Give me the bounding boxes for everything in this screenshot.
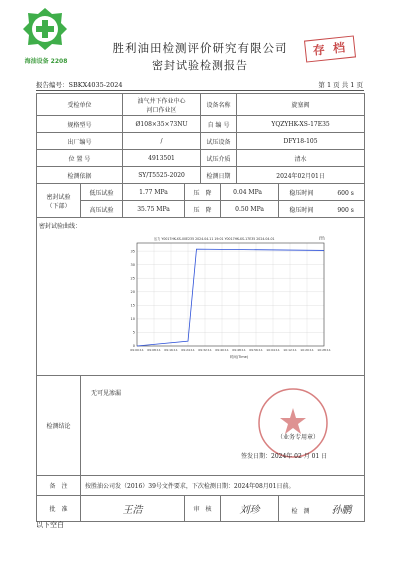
test-signature: 孙鹏 <box>331 505 352 516</box>
y-tick-label: 5 <box>132 330 135 335</box>
field-label: 设备名称 <box>201 94 237 116</box>
field-label: 出厂编号 <box>37 133 123 150</box>
x-tick-label: 10:28:11 <box>317 348 331 352</box>
field-value: 清水 <box>237 150 365 167</box>
x-tick-label: 09:08:11 <box>147 348 161 352</box>
field-value: 4913501 <box>123 150 201 167</box>
field-value: 油气井下作业中心 河口作业区 <box>123 94 201 116</box>
plot-frame <box>137 243 324 346</box>
field-value: YQZYHK-XS-17E35 <box>237 116 365 133</box>
field-value: / <box>123 133 201 150</box>
chart-mark-icon: m <box>319 235 325 242</box>
field-value: 2024年02月01日 <box>237 167 365 184</box>
page-info: 第 1 页 共 1 页 <box>318 81 363 89</box>
pressure-series-line <box>137 249 324 346</box>
report-title: 密封试验检测报告 <box>152 59 248 72</box>
field-label: 试压设备 <box>201 133 237 150</box>
test-name: 高压试验 <box>81 201 123 218</box>
remarks-label: 备 注 <box>37 476 81 496</box>
x-tick-label: 09:56:11 <box>249 348 263 352</box>
logo-text: 海油设备 2208 <box>24 58 68 65</box>
y-tick-label: 30 <box>130 262 135 267</box>
hold-time: 稳压时间 600 s <box>279 184 365 201</box>
archive-stamp: 存 档 <box>304 35 356 62</box>
conclusion-row <box>37 376 365 476</box>
x-tick-label: 10:20:11 <box>300 348 314 352</box>
field-label: 检测日期 <box>201 167 237 184</box>
field-label: 规格型号 <box>37 116 123 133</box>
seal-caption: （业务专用章） <box>277 434 320 441</box>
conclusion-label: 检测结论 <box>37 376 81 476</box>
field-label: 检测依据 <box>37 167 123 184</box>
field-label: 试压介质 <box>201 150 237 167</box>
info-row <box>37 94 365 116</box>
test-sign-cell <box>279 496 365 522</box>
x-tick-label: 09:16:11 <box>164 348 178 352</box>
y-tick-label: 10 <box>130 317 135 322</box>
y-tick-label: 25 <box>130 276 135 281</box>
info-row <box>37 116 365 133</box>
field-label: 自 编 号 <box>201 116 237 133</box>
info-row <box>37 167 365 184</box>
x-tick-label: 09:24:11 <box>181 348 195 352</box>
x-tick-label: 09:00:11 <box>130 348 144 352</box>
approve-label: 批 准 <box>37 496 81 522</box>
high-pressure-row <box>37 201 365 218</box>
info-row <box>37 150 365 167</box>
conclusion-text: 无可见渗漏 <box>91 390 122 397</box>
organization-name: 胜利油田检测评价研究有限公司 <box>112 41 288 55</box>
field-value: DFY18-105 <box>237 133 365 150</box>
x-axis-label: 时间(Time) <box>229 355 249 359</box>
drop-label: 压 降 <box>185 201 221 218</box>
chart-header: 压力 Y0017HK-XS-00E235 2024.04.11 19:01 Y0017HK-XS-17E35 2024.04.01 <box>154 237 275 241</box>
drop-value: 0.50 MPa <box>221 201 279 218</box>
y-tick-label: 35 <box>130 249 135 254</box>
test-pressure: 1.77 MPa <box>123 184 185 201</box>
field-value: Ø108×35×73NU <box>123 116 201 133</box>
curve-label: 密封试验曲线： <box>39 223 82 230</box>
test-name: 低压试验 <box>81 184 123 201</box>
x-tick-label: 10:04:11 <box>266 348 280 352</box>
remarks-row <box>37 476 365 496</box>
curve-cell <box>37 218 365 376</box>
remarks-text: 按胜油公司发（2016）39号文件要求，下次检测日期：2024年08月01日前。 <box>81 476 365 496</box>
header-divider <box>36 90 364 91</box>
pressure-chart <box>119 233 334 361</box>
test-label: 检 测 <box>291 508 310 515</box>
x-tick-label: 09:48:11 <box>232 348 246 352</box>
sign-date: 签发日期：2024年 02 月 01 日 <box>241 453 328 460</box>
field-value: SY/T5525-2020 <box>123 167 201 184</box>
low-pressure-row <box>37 184 365 201</box>
field-value: 旋塞阀 <box>237 94 365 116</box>
x-tick-label: 09:32:11 <box>198 348 212 352</box>
field-label: 受检单位 <box>37 94 123 116</box>
report-table <box>36 93 365 522</box>
signature-row <box>37 496 365 522</box>
info-row <box>37 133 365 150</box>
review-label: 审 核 <box>185 496 221 522</box>
test-pressure: 35.75 MPa <box>123 201 185 218</box>
review-signature: 刘珍 <box>221 496 279 522</box>
drop-label: 压 降 <box>185 184 221 201</box>
test-label: 密封试验 （下部） <box>37 184 81 218</box>
field-label: 位 置 号 <box>37 150 123 167</box>
approve-signature: 王浩 <box>81 496 185 522</box>
curve-row <box>37 218 365 376</box>
y-tick-label: 20 <box>130 289 135 294</box>
footer-note: 以下空白 <box>36 521 64 529</box>
y-tick-label: 15 <box>130 303 135 308</box>
x-tick-label: 10:12:11 <box>283 348 297 352</box>
y-tick-label: 0 <box>132 344 135 349</box>
hold-time: 稳压时间 900 s <box>279 201 365 218</box>
report-number: 报告编号：SBKX4035-2024 <box>36 81 123 89</box>
x-tick-label: 09:40:11 <box>215 348 229 352</box>
business-seal-icon <box>256 386 330 460</box>
conclusion-cell <box>81 376 365 476</box>
drop-value: 0.04 MPa <box>221 184 279 201</box>
